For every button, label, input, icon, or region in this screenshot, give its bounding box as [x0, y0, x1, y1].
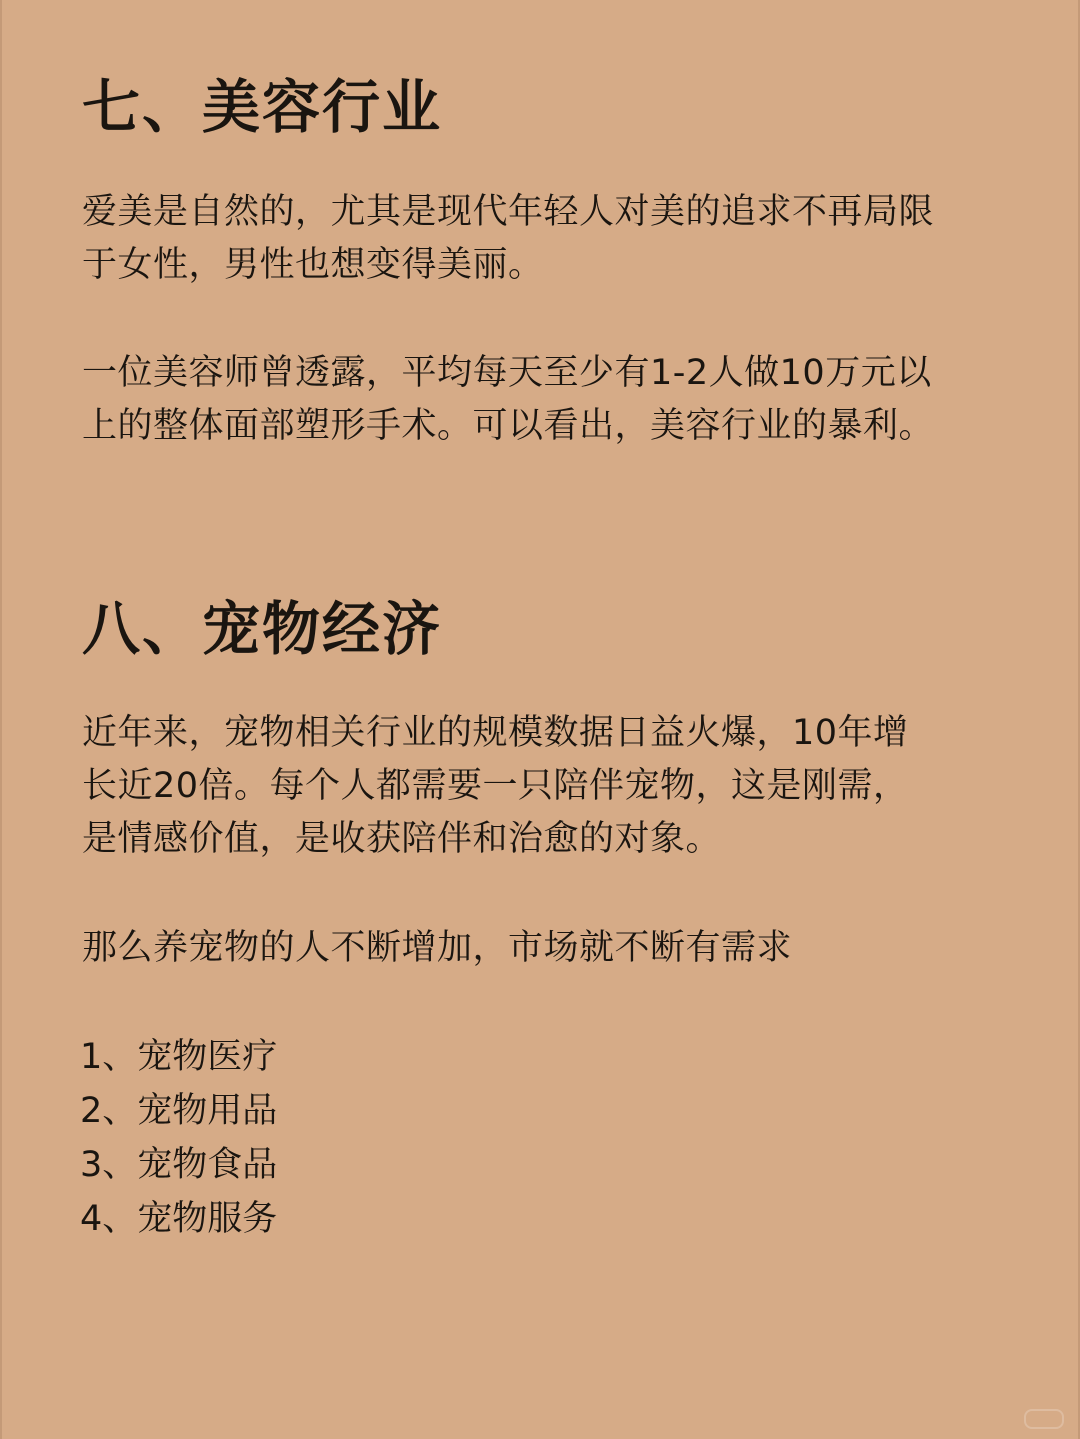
list-item: 1、宠物医疗 [80, 1037, 278, 1077]
list-item: 4、宠物服务 [80, 1199, 278, 1239]
section-heading-beauty: 七、美容行业 [82, 73, 443, 141]
pet-paragraph-2 [82, 922, 1022, 975]
text-line: 一位美容师曾透露，平均每天至少有1-2人做10万元以 [82, 353, 932, 393]
watermark-icon [1024, 1409, 1064, 1429]
text-line: 上的整体面部塑形手术。可以看出，美容行业的暴利。 [82, 406, 935, 446]
text-line: 那么养宠物的人不断增加，市场就不断有需求 [82, 928, 793, 968]
beauty-paragraph-2 [82, 347, 1022, 453]
pet-paragraph-1 [82, 707, 1022, 866]
text-line: 是情感价值，是收获陪伴和治愈的对象。 [82, 819, 722, 859]
text-line: 于女性，男性也想变得美丽。 [82, 245, 544, 285]
text-line: 长近20倍。每个人都需要一只陪伴宠物，这是刚需， [82, 766, 909, 806]
pet-market-list [80, 1030, 277, 1246]
beauty-paragraph-1 [82, 186, 1022, 292]
list-item: 2、宠物用品 [80, 1091, 278, 1131]
section-heading-pet-economy: 八、宠物经济 [82, 595, 443, 663]
text-line: 爱美是自然的，尤其是现代年轻人对美的追求不再局限 [82, 192, 935, 232]
list-item: 3、宠物食品 [80, 1145, 278, 1185]
text-line: 近年来，宠物相关行业的规模数据日益火爆，10年增 [82, 713, 909, 753]
